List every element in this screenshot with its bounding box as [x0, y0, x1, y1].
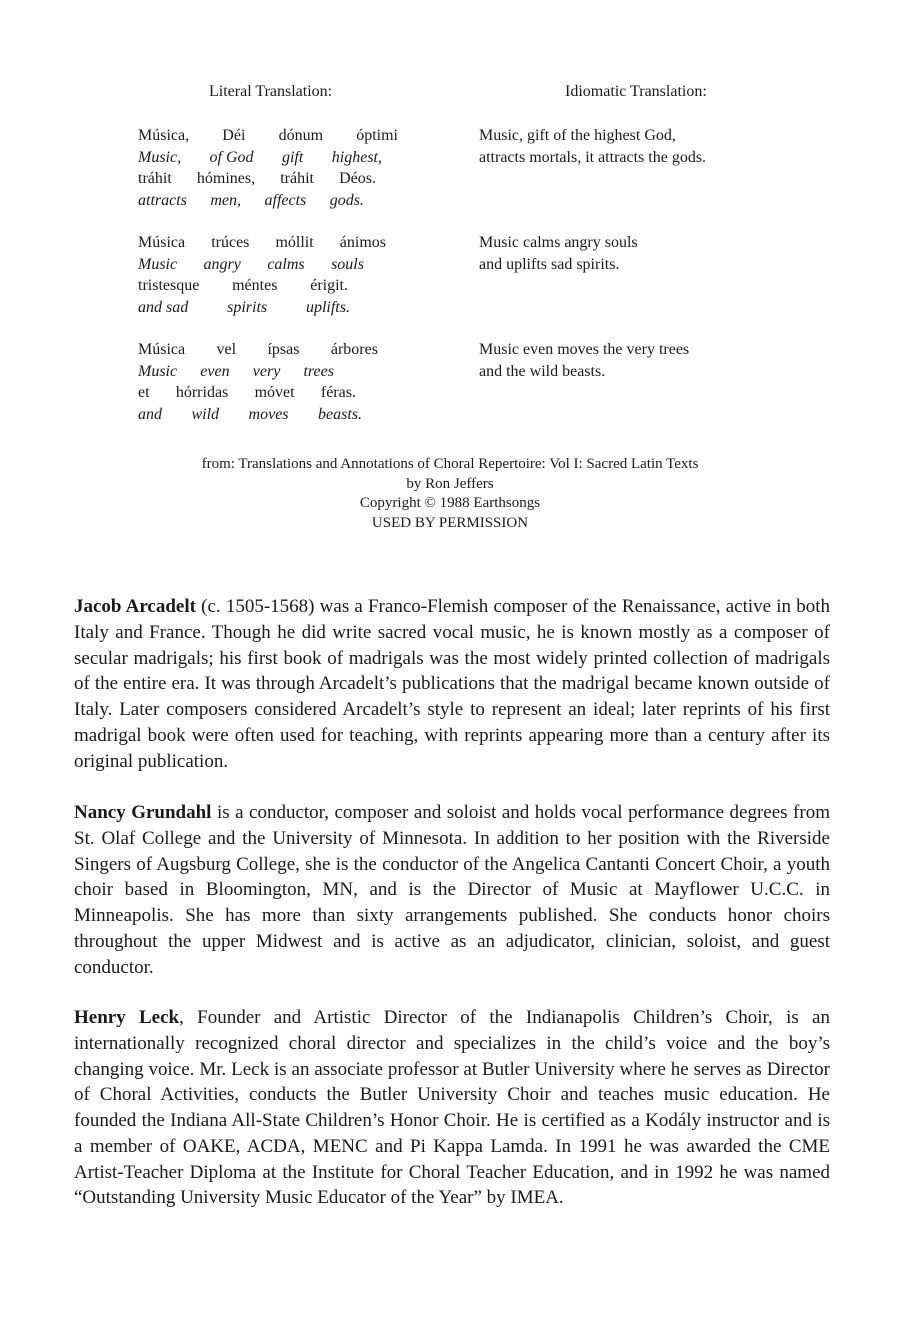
idiomatic-line: attracts mortals, it attracts the gods.: [479, 148, 707, 166]
word: dónum: [278, 127, 324, 144]
idiomatic-translation-heading: Idiomatic Translation:: [565, 83, 707, 100]
credit-copyright-line: Copyright © 1988 Earthsongs: [359, 495, 541, 511]
word: Déos.: [339, 170, 376, 187]
latin-line: [138, 339, 398, 361]
idiomatic-stanza-1: [479, 125, 779, 168]
idiomatic-line: Music calms angry souls: [479, 234, 638, 251]
word: Música,: [138, 127, 190, 144]
word: ípsas: [267, 341, 300, 358]
word: tráhit: [280, 170, 314, 187]
bio-nancy-grundahl: [74, 800, 830, 980]
word: ánimos: [339, 234, 386, 251]
word: Música: [138, 341, 186, 358]
word: Music,: [138, 148, 182, 166]
idiomatic-stanza-2: [479, 232, 779, 275]
word: souls: [331, 255, 364, 273]
english-gloss-line: [138, 254, 398, 276]
credit-author-line: by Ron Jeffers: [406, 475, 494, 492]
word: attracts: [138, 191, 187, 209]
word: hórridas: [175, 384, 229, 401]
word: highest,: [331, 148, 382, 166]
word: féras.: [320, 384, 356, 401]
bio-henry-leck: [74, 1005, 830, 1211]
word: móvet: [254, 384, 295, 401]
bio-name: Nancy Grundahl: [74, 802, 212, 823]
idiomatic-line: and the wild beasts.: [479, 362, 606, 380]
word: wild: [191, 405, 220, 423]
bio-name: Henry Leck: [74, 1007, 180, 1028]
bio-text: , Founder and Artistic Director of the Indianapolis Children’s Choir, is an internationally recognized choral director and specializes in the child’s voice and the boy’s changing voice. Mr. Leck is an associate professor at Butler University where he serves as Director of Choral Activities, conducts the Butler University Choir and teaches music education. He founded the Indiana All-State Children’s Honor Choir. He is certified as a Kodály instructor and is a member of OAKE, ACDA, MENC and Pi Kappa Lamda. In 1991 he was awarded the CME Artist-Teacher Diploma at the Institute for Choral Teacher Education, and in 1992 he was named “Outstanding University Music Educator of the Year” by IMEA.: [74, 1007, 830, 1209]
word: méntes: [232, 277, 278, 294]
word: and sad: [138, 298, 189, 316]
word: trúces: [211, 234, 250, 251]
word: tráhit: [138, 170, 172, 187]
english-gloss-line: [138, 297, 398, 319]
word: trees: [303, 362, 334, 380]
word: of God: [209, 148, 254, 166]
word: érigit.: [310, 277, 348, 294]
word: árbores: [330, 341, 378, 358]
word: uplifts.: [305, 298, 350, 316]
latin-line: [138, 125, 398, 147]
latin-line: [138, 275, 398, 297]
word: vel: [216, 341, 237, 358]
idiomatic-stanza-3: [479, 339, 779, 382]
word: Música: [138, 234, 186, 251]
word: men,: [210, 191, 242, 209]
latin-line: [138, 382, 398, 404]
word: gift: [281, 148, 304, 166]
word: very: [252, 362, 281, 380]
latin-line: [138, 168, 398, 190]
bio-jacob-arcadelt: [74, 594, 830, 774]
bio-name: Jacob Arcadelt: [74, 596, 196, 617]
word: affects: [264, 191, 307, 209]
idiomatic-line: Music, gift of the highest God,: [479, 127, 676, 144]
word: Déi: [222, 127, 246, 144]
word: et: [138, 384, 150, 401]
bio-text: is a conductor, composer and soloist and holds vocal performance degrees from St. Olaf College and the University of Minnesota. In addition to her position with the Riverside Singers of Augsburg College, she is the conductor of the Angelica Cantanti Concert Choir, a youth choir based in Bloomington, MN, and is the Director of Music at Mayflower U.C.C. in Minneapolis. She has more than sixty arrangements published. She conducts honor choirs throughout the upper Midwest and is active as an adjudicator, clinician, soloist, and guest conductor.: [74, 802, 830, 978]
idiomatic-line: Music even moves the very trees: [479, 341, 690, 358]
english-gloss-line: [138, 404, 398, 426]
word: and: [138, 405, 162, 423]
word: moves: [248, 405, 289, 423]
word: hómines,: [196, 170, 256, 187]
credit-source-line: from: Translations and Annotations of Choral Repertoire: Vol I: Sacred Latin Texts: [201, 456, 699, 472]
idiomatic-line: and uplifts sad spirits.: [479, 255, 620, 273]
word: spirits: [227, 298, 268, 316]
english-gloss-line: [138, 361, 398, 383]
word: tristesque: [138, 277, 200, 294]
literal-stanza-3: [138, 339, 398, 425]
word: gods.: [329, 191, 364, 209]
english-gloss-line: [138, 190, 398, 212]
english-gloss-line: [138, 147, 398, 169]
literal-stanza-2: [138, 232, 398, 318]
word: calms: [267, 255, 305, 273]
literal-stanza-1: [138, 125, 398, 211]
literal-translation-heading: Literal Translation:: [209, 83, 333, 100]
word: óptimi: [356, 127, 398, 144]
source-credits: [150, 455, 750, 533]
word: even: [200, 362, 230, 380]
word: móllit: [275, 234, 314, 251]
word: Music: [138, 362, 178, 380]
word: angry: [203, 255, 241, 273]
bio-text: (c. 1505-1568) was a Franco-Flemish composer of the Renaissance, active in both Italy and France. Though he did write sacred vocal music, he is known mostly as a composer of secular madrigals; his first book of madrigals was the most widely printed collection of madrigals of the entire era. It was through Arcadelt’s publications that the madrigal became known outside of Italy. Later composers considered Arcadelt’s style to represent an ideal; later reprints of his first madrigal book were often used for teaching, with reprints appearing more than a century after its original publication.: [74, 596, 830, 772]
word: beasts.: [318, 405, 362, 423]
credit-permission-line: USED BY PERMISSION: [371, 514, 529, 531]
latin-line: [138, 232, 398, 254]
word: Music: [138, 255, 178, 273]
